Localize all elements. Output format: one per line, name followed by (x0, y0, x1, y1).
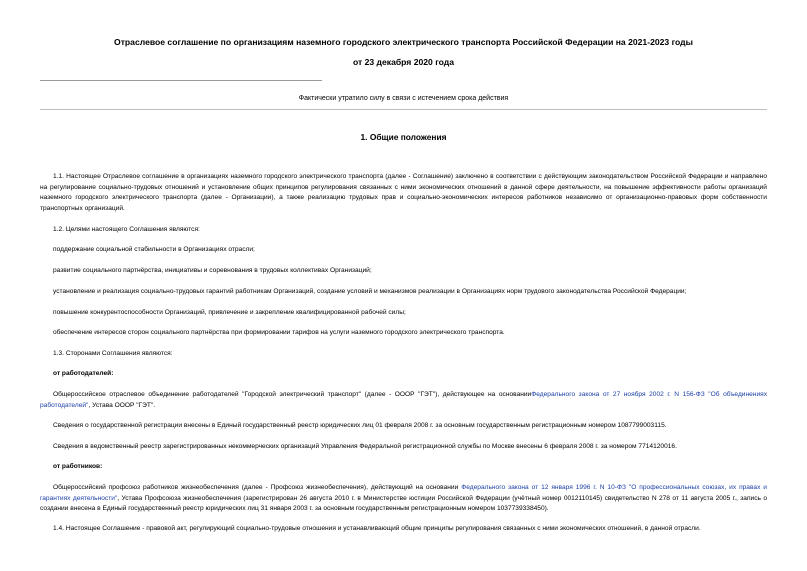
goal-item: установление и реализация социально-трудовых гарантий работникам Организаций, создание условий и механизмов реализации в Организациях норм трудового законодательства Российской Федерации; (53, 288, 687, 295)
workers-law-link[interactable]: Федерального закона от 12 января 1996 г. N 10-ФЗ "О профессиональных союзах, их правах и гарантиях деятельности" (40, 484, 767, 502)
employers-registry: Сведения в ведомственный реестр зарегистрированных некоммерческих организаций Управления Федеральной регистрационной службы по Москве внесены 6 февраля 2008 г. за номером 7714120016. (53, 443, 677, 450)
employers-registration: Сведения о государственной регистрации внесены в Единый государственный реестр юридических лиц 01 февраля 2008 г. за основным государственным регистрационным номером 1087799003115. (53, 422, 667, 429)
employers-text: Общероссийское отраслевое объединение работодателей "Городской электрический транспорт" (далее - ОООР "ГЭТ"), действующее на основании (53, 391, 532, 398)
document-date: от 23 декабря 2020 года (352, 57, 455, 67)
paragraph-1-1: 1.1. Настоящее Отраслевое соглашение в организациях наземного городского электрического транспорта (далее - Соглашение) заключено в соответствии с действующим законодательством Российской Федерации и направлено на регулирование социально-трудовых отношений и установление общих принципов регулирования связанных с ними экономических отношений в данной сфере деятельности, на повышение эффективности работы организаций наземного городского электрического транспорта (далее - Организации), а также реализацию трудовых прав и социально-экономических интересов работников независимо от организационно-правовых форм собственности транспортных организаций. (40, 173, 767, 212)
document-title: Отраслевое соглашение по организациям наземного городского электрического транспорта Российской Федерации на 2021-2023 годы (114, 37, 693, 47)
short-divider (40, 80, 322, 81)
section-heading: 1. Общие положения (360, 132, 447, 142)
long-divider (40, 109, 767, 110)
paragraph-1-2: 1.2. Целями настоящего Соглашения являются: (53, 226, 200, 233)
workers-text: Общероссийский профсоюз работников жизнеобеспечения (далее - Профсоюз жизнеобеспечения), действующий на основании (53, 484, 459, 491)
workers-heading: от работников: (53, 463, 103, 470)
employers-paragraph (40, 390, 767, 411)
status-note: Фактически утратило силу в связи с истечением срока действия (298, 95, 509, 102)
employers-law-link[interactable]: Федерального закона от 27 ноября 2002 г. N 156-ФЗ "Об объединениях работодателей" (40, 391, 767, 409)
workers-text-end: , Устава Профсоюза жизнеобеспечения (зарегистрирован 26 августа 2010 г. в Министерстве юстиции Российской Федерации (учётный номер 0012110145) свидетельство N 278 от 11 августа 2005 г., запись о создании внесена в Единый государственный реестр юридических лиц 31 января 2003 г. за основным государственным регистрационным номером 1037739338450). (40, 494, 767, 512)
employers-text-end: , Устава ОООР "ГЭТ". (88, 401, 156, 409)
workers-paragraph (40, 483, 767, 515)
goal-item: повышение конкурентоспособности Организаций, привлечение и закрепление квалифицированной рабочей силы; (53, 309, 406, 316)
goal-item: обеспечение интересов сторон социального партнёрства при формировании тарифов на услуги наземного городского электрического транспорта. (53, 329, 505, 336)
goal-item: развитие социального партнёрства, инициативы и соревнования в трудовых коллективах Организаций; (53, 267, 372, 274)
employers-heading: от работодателей: (53, 370, 114, 377)
goal-item: поддержание социальной стабильности в Организациях отрасли; (53, 246, 255, 253)
paragraph-1-3: 1.3. Сторонами Соглашения являются: (53, 350, 173, 357)
paragraph-1-4: 1.4. Настоящее Соглашение - правовой акт, регулирующий социально-трудовые отношения и устанавливающий общие принципы регулирования связанных с ними экономических отношений, в данной отрасли. (53, 525, 701, 532)
